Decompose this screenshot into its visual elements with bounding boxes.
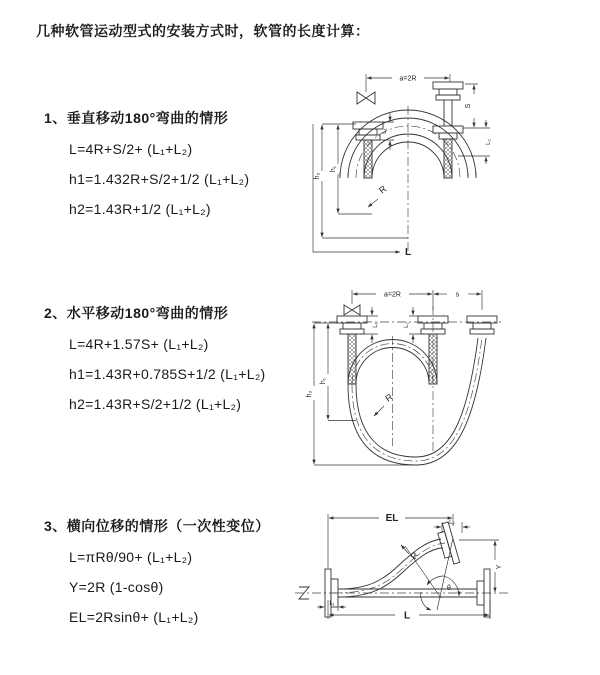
radius-label: R	[383, 391, 395, 404]
dim-l-label: L	[403, 610, 411, 622]
dim-h1-label: h₁	[330, 165, 337, 173]
dim-y-label: Y	[496, 564, 503, 570]
dim-h2-label: h₂	[314, 172, 321, 180]
dim-h2-label: h₂	[306, 390, 313, 398]
radius-callout	[368, 183, 389, 207]
diagram-lateral-displacement	[295, 500, 515, 640]
dim-l	[328, 600, 490, 622]
dim-h2	[314, 125, 408, 238]
dim-h1-label: h₁	[320, 377, 327, 385]
dim-l1	[317, 601, 346, 611]
formula: L=4R+S/2+ (L₁+L₂)	[69, 141, 193, 157]
formula: L=πRθ/90+ (L₁+L₂)	[69, 549, 193, 565]
dim-s	[463, 84, 478, 128]
radius-label: R	[408, 550, 421, 562]
dim-el-label: EL	[385, 513, 399, 524]
dim-l1	[360, 307, 379, 343]
formula: EL=2Rsinθ+ (L₁+L₂)	[69, 609, 199, 625]
left-flange	[353, 122, 383, 178]
diagram-vertical-180-bend	[308, 66, 588, 258]
dim-l2-label: L₂	[404, 322, 410, 328]
page-title: 几种软管运动型式的安装方式时，软管的长度计算：	[36, 23, 370, 39]
section-2	[44, 303, 266, 419]
radius-label: R	[377, 183, 389, 196]
right-flange	[433, 82, 463, 178]
radius-callout	[374, 391, 395, 416]
dim-l2-label: L₂	[449, 520, 455, 526]
dim-h2	[306, 324, 416, 465]
formula: h1=1.43R+0.785S+1/2 (L₁+L₂)	[69, 366, 266, 382]
right-flange	[467, 316, 497, 334]
section-3	[44, 516, 270, 632]
formula: L=4R+1.57S+ (L₁+L₂)	[69, 336, 209, 352]
formula: h1=1.432R+S/2+1/2 (L₁+L₂)	[69, 171, 250, 187]
section-1-heading: 1、垂直移动180°弯曲的情形	[44, 110, 229, 126]
dim-l2	[404, 307, 425, 343]
formula: h2=1.43R+1/2 (L₁+L₂)	[69, 201, 211, 217]
dim-l2	[434, 520, 470, 533]
dim-l1-label: L₁	[329, 601, 335, 607]
dim-s-label: S	[465, 103, 472, 109]
dim-l1-label: L₁	[382, 128, 388, 134]
dim-l-label: L	[404, 247, 412, 258]
diagram-horizontal-180-bend	[306, 284, 591, 469]
dim-l2-label: L₂	[486, 139, 492, 145]
angle-theta	[405, 538, 459, 610]
section-1	[44, 108, 249, 224]
dim-a2r-label: a=2R	[399, 75, 417, 83]
section-2-heading: 2、水平移动180°弯曲的情形	[44, 305, 229, 321]
valve-icon	[344, 305, 360, 315]
centerlines	[393, 306, 434, 454]
left-flange	[337, 316, 367, 384]
section-3-heading: 3、横向位移的情形（一次性变位）	[44, 518, 270, 534]
dim-y	[459, 540, 503, 592]
dim-l1-label: L₁	[373, 322, 379, 328]
radius-callout	[401, 545, 421, 561]
formula: Y=2R (1-cosθ)	[69, 579, 164, 595]
dim-a2r	[352, 290, 482, 310]
angle-theta-label: θ	[447, 585, 451, 592]
formula: h2=1.43R+S/2+1/2 (L₁+L₂)	[69, 396, 242, 412]
dim-s-label: s	[455, 291, 460, 299]
dim-a2r-label: a=2R	[384, 291, 401, 299]
hose-displaced	[333, 539, 445, 597]
valve-icon	[357, 92, 375, 104]
